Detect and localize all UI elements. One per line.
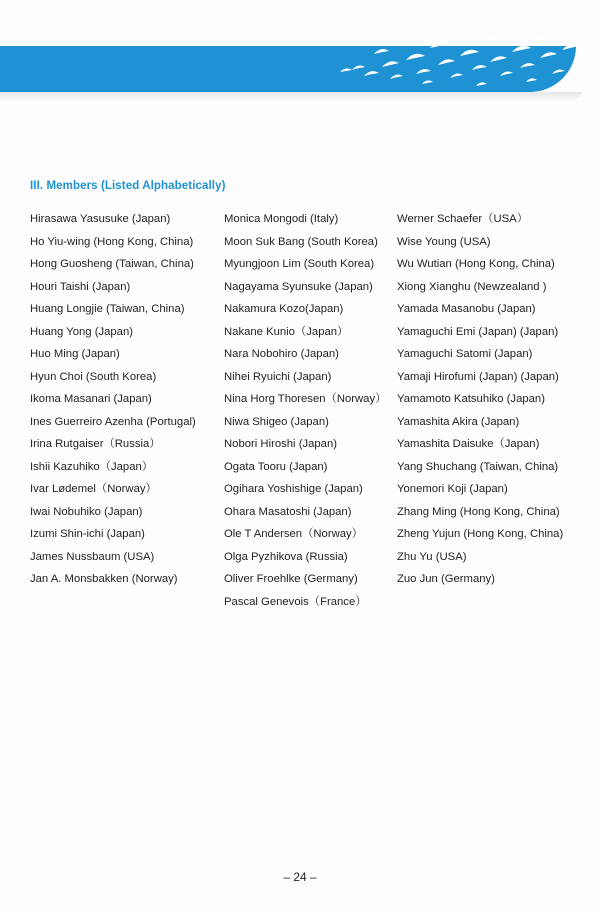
list-item: Myungjoon Lim (South Korea) — [224, 258, 375, 270]
list-item: Yamada Masanobu (Japan) — [397, 303, 536, 315]
section-title: III. Members (Listed Alphabetically) — [30, 180, 226, 192]
list-item: Yamamoto Katsuhiko (Japan) — [397, 393, 545, 405]
list-item: Nakane Kunio（Japan） — [224, 325, 349, 338]
list-item: Yamaji Hirofumi (Japan) (Japan) — [397, 370, 559, 383]
list-item: Yonemori Koji (Japan) — [397, 483, 508, 495]
list-item: Oliver Froehlke (Germany) — [224, 573, 358, 585]
list-item: Zhang Ming (Hong Kong, China) — [397, 505, 560, 518]
list-item: Jan A. Monsbakken (Norway) — [30, 573, 178, 585]
list-item: Moon Suk Bang (South Korea) — [224, 235, 378, 248]
list-item: Yang Shuchang (Taiwan, China) — [397, 460, 559, 473]
page-number: – 24 – — [283, 870, 317, 884]
members-column-1 — [30, 208, 224, 613]
list-item: Houri Taishi (Japan) — [30, 280, 131, 293]
list-item: Ivar Lødemel（Norway） — [30, 483, 157, 495]
list-item: Irina Rutgaiser（Russia） — [30, 438, 161, 450]
members-column-2 — [224, 208, 397, 613]
list-item: Zuo Jun (Germany) — [397, 573, 495, 585]
list-item: Hong Guosheng (Taiwan, China) — [30, 258, 194, 270]
list-item: Nagayama Syunsuke (Japan) — [224, 280, 373, 293]
list-item: Xiong Xianghu (Newzealand ) — [397, 280, 547, 293]
list-item: Zhu Yu (USA) — [397, 550, 467, 563]
header-band — [0, 46, 576, 92]
list-item: Ishii Kazuhiko（Japan） — [30, 460, 154, 473]
members-columns — [30, 208, 575, 613]
list-item: Nakamura Kozo(Japan) — [224, 303, 344, 315]
list-item: Wise Young (USA) — [397, 235, 491, 248]
list-item: Nobori Hiroshi (Japan) — [224, 438, 338, 450]
list-item: Huang Yong (Japan) — [30, 325, 134, 338]
list-item: Huang Longjie (Taiwan, China) — [30, 303, 185, 315]
members-column-3 — [397, 208, 575, 613]
list-item: Ogihara Yoshishige (Japan) — [224, 483, 363, 495]
list-item: Iwai Nobuhiko (Japan) — [30, 505, 143, 518]
list-item: James Nussbaum (USA) — [30, 550, 155, 563]
list-item: Yamaguchi Emi (Japan) (Japan) — [397, 325, 559, 338]
list-item: Ohara Masatoshi (Japan) — [224, 505, 352, 518]
list-item: Monica Mongodi (Italy) — [224, 213, 339, 225]
list-item: Wu Wutian (Hong Kong, China) — [397, 258, 555, 270]
header-band-shadow — [0, 92, 582, 102]
list-item: Nara Nobohiro (Japan) — [224, 348, 339, 360]
list-item: Ogata Tooru (Japan) — [224, 460, 328, 473]
list-item: Hirasawa Yasusuke (Japan) — [30, 213, 171, 225]
list-item: Ho Yiu-wing (Hong Kong, China) — [30, 235, 194, 248]
list-item: Niwa Shigeo (Japan) — [224, 415, 329, 428]
list-item: Hyun Choi (South Korea) — [30, 370, 157, 383]
list-item: Yamaguchi Satomi (Japan) — [397, 348, 533, 360]
list-item: Nihei Ryuichi (Japan) — [224, 370, 332, 383]
list-item: Werner Schaefer（USA） — [397, 213, 529, 225]
list-item: Ole T Andersen（Norway） — [224, 528, 363, 540]
list-item: Pascal Genevois（France） — [224, 595, 367, 608]
list-item: Huo Ming (Japan) — [30, 348, 120, 360]
list-item: Olga Pyzhikova (Russia) — [224, 550, 348, 563]
list-item: Yamashita Akira (Japan) — [397, 415, 520, 428]
list-item: Zheng Yujun (Hong Kong, China) — [397, 528, 564, 540]
list-item: Izumi Shin-ichi (Japan) — [30, 528, 145, 540]
list-item: Yamashita Daisuke（Japan) — [397, 438, 540, 450]
list-item: Ikoma Masanari (Japan) — [30, 393, 152, 405]
list-item: Ines Guerreiro Azenha (Portugal) — [30, 415, 196, 428]
list-item: Nina Horg Thoresen（Norway） — [224, 393, 387, 405]
